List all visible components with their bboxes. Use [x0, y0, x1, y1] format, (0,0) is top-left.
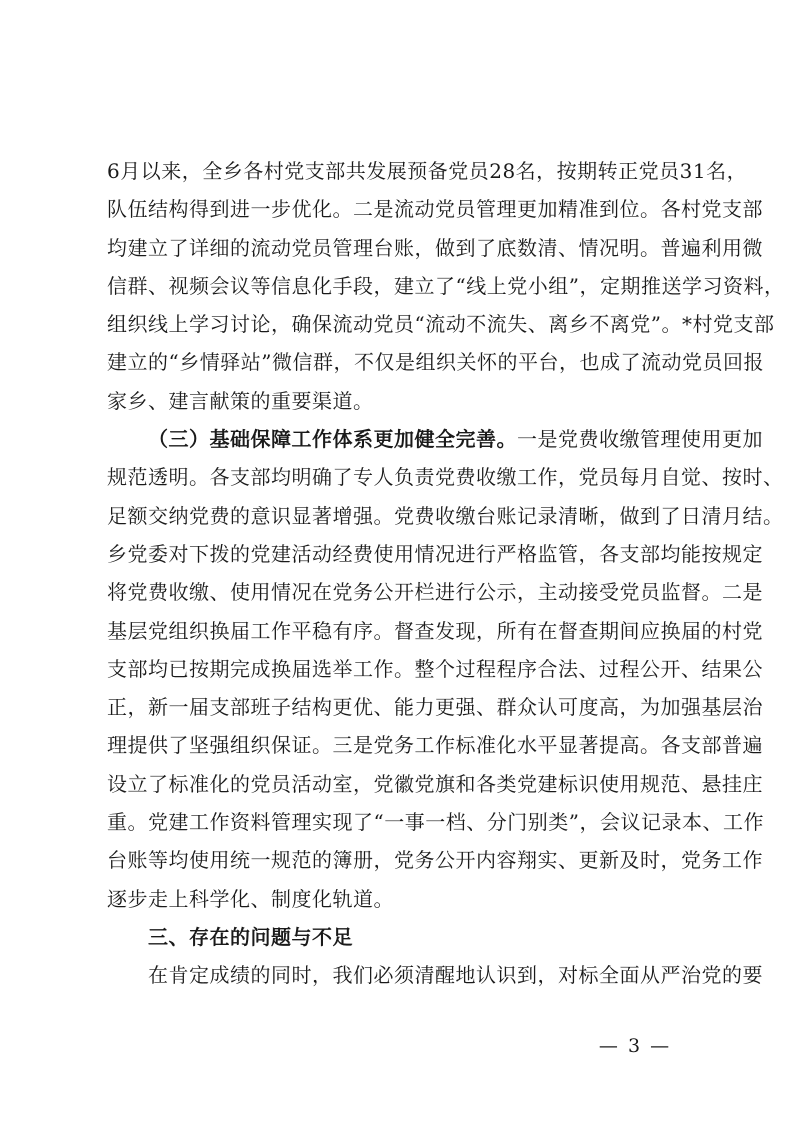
body-line: 建立的“乡情驿站”微信群，不仅是组织关怀的平台，也成了流动党员回报 [107, 350, 764, 375]
section-heading: 三、存在的问题与不足 [148, 924, 353, 949]
body-line: 支部均已按期完成换届选举工作。整个过程程序合法、过程公开、结果公 [107, 656, 763, 681]
subsection-text: 一是党费收缴管理使用更加 [517, 427, 763, 452]
body-line: 理提供了坚强组织保证。三是党务工作标准化水平显著提高。各支部普遍 [107, 733, 763, 758]
body-line: 家乡、建言献策的重要渠道。 [107, 388, 374, 413]
body-line: 队伍结构得到进一步优化。二是流动党员管理更加精准到位。各村党支部 [107, 197, 763, 222]
subsection-line [107, 420, 763, 458]
body-line: 组织线上学习讨论，确保流动党员“流动不流失、离乡不离党”。*村党支部 [107, 312, 775, 337]
body-line: 台账等均使用统一规范的簿册，党务公开内容翔实、更新及时，党务工作 [107, 848, 763, 873]
body-line: 正，新一届支部班子结构更优、能力更强、群众认可度高，为加强基层治 [107, 695, 763, 720]
body-line: 在肯定成绩的同时，我们必须清醒地认识到，对标全面从严治党的要 [148, 963, 763, 988]
body-line: 信群、视频会议等信息化手段，建立了“线上党小组”，定期推送学习资料， [107, 273, 785, 298]
body-line: 基层党组织换届工作平稳有序。督查发现，所有在督查期间应换届的村党 [107, 618, 763, 643]
body-line: 逐步走上科学化、制度化轨道。 [107, 886, 394, 911]
document-body [107, 152, 785, 995]
body-line: 重。党建工作资料管理实现了“一事一档、分门别类”，会议记录本、工作 [107, 810, 764, 835]
body-line: 将党费收缴、使用情况在党务公开栏进行公示，主动接受党员监督。二是 [107, 580, 763, 605]
page-number: — 3 — [598, 1035, 672, 1057]
body-line: 6月以来，全乡各村党支部共发展预备党员28名，按期转正党员31名， [107, 159, 748, 183]
body-line: 足额交纳党费的意识显著增强。党费收缴台账记录清晰，做到了日清月结。 [107, 503, 784, 528]
subsection-heading: （三）基础保障工作体系更加健全完善。 [148, 427, 517, 452]
body-line: 规范透明。各支部均明确了专人负责党费收缴工作，党员每月自觉、按时、 [107, 465, 784, 490]
body-line: 均建立了详细的流动党员管理台账，做到了底数清、情况明。普遍利用微 [107, 235, 763, 260]
body-line: 设立了标准化的党员活动室，党徽党旗和各类党建标识使用规范、悬挂庄 [107, 771, 763, 796]
body-line: 乡党委对下拨的党建活动经费使用情况进行严格监管，各支部均能按规定 [107, 541, 763, 566]
